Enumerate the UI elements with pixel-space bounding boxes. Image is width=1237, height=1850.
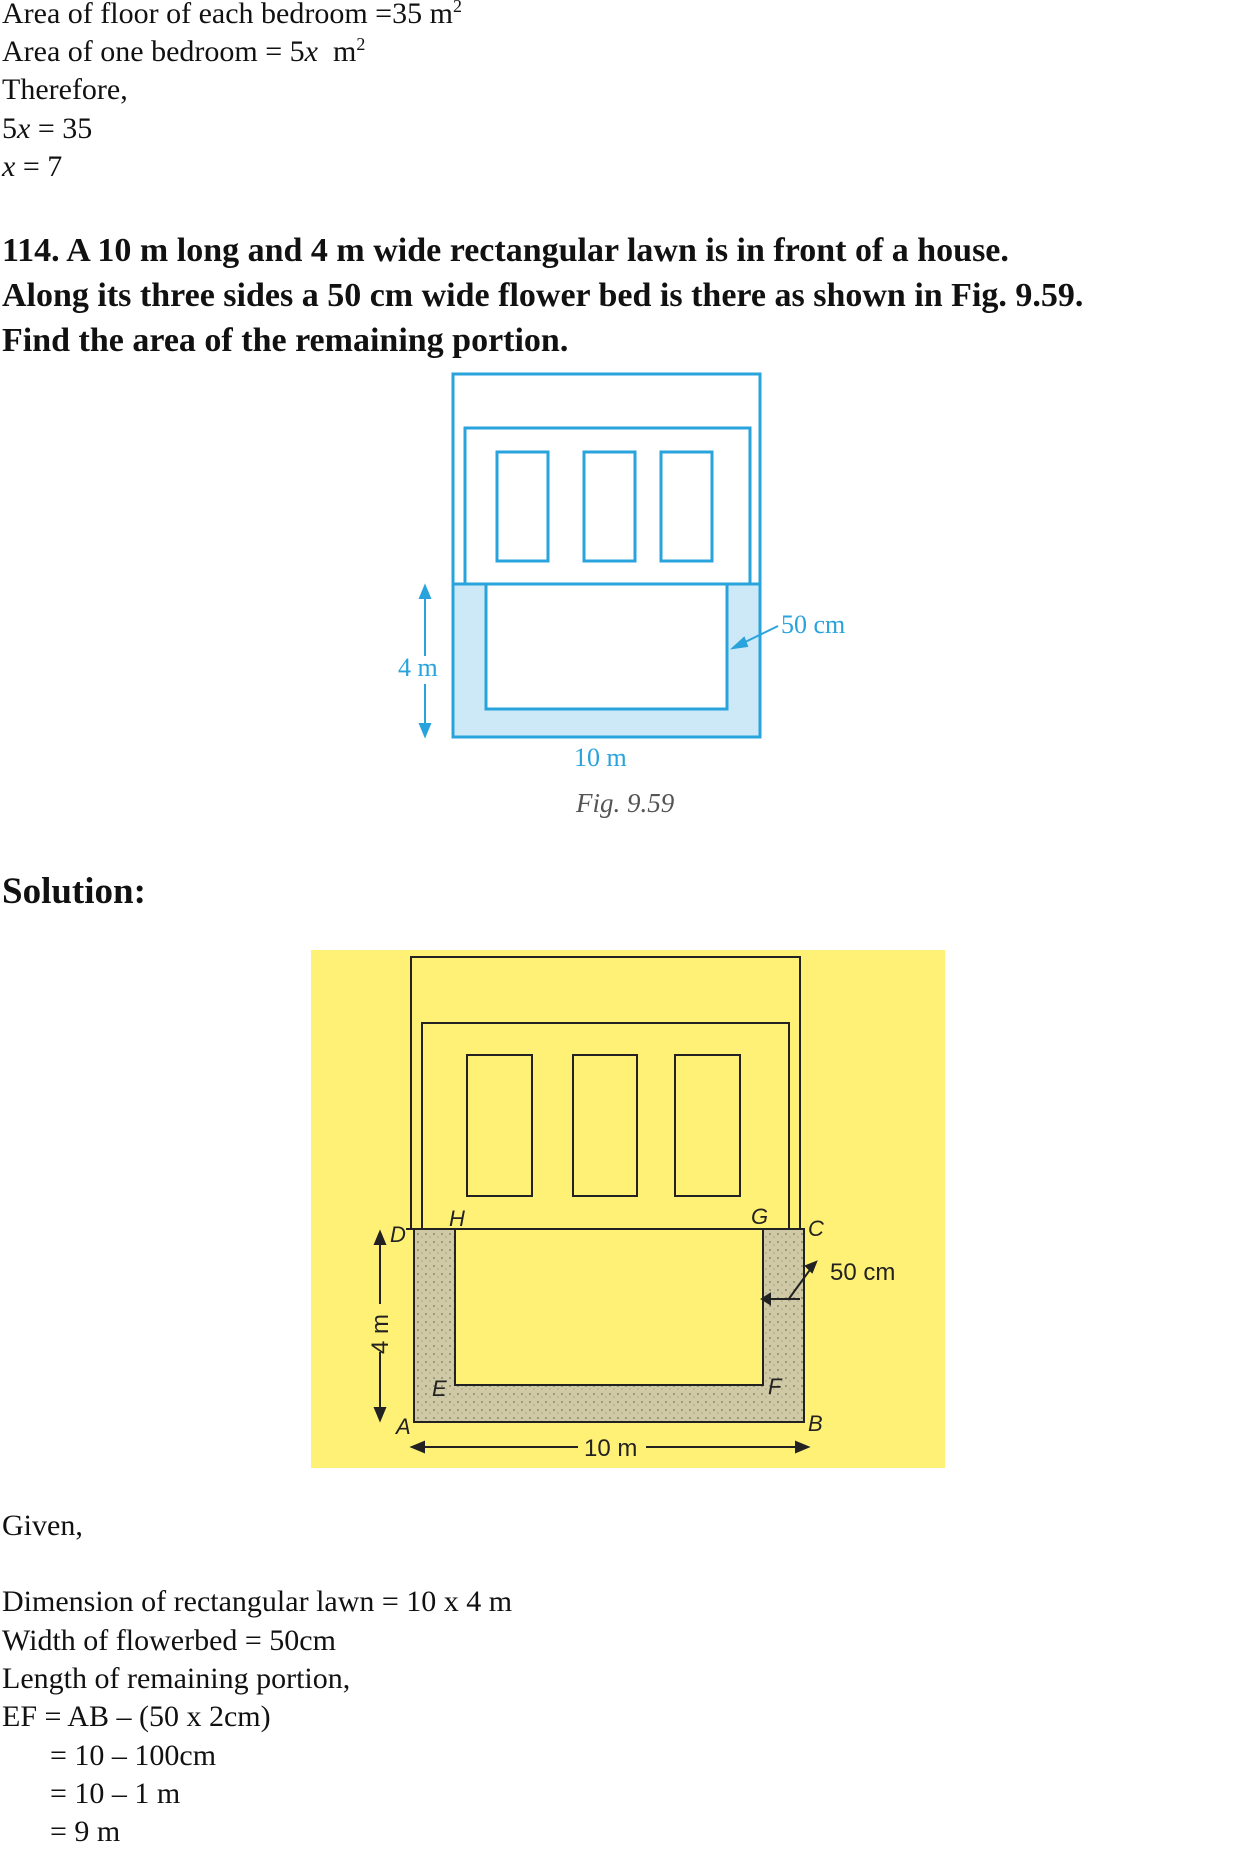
fig2-point-D: D (390, 1222, 406, 1247)
prev-line-2-text: Area of one bedroom = 5 (2, 35, 305, 68)
prev-line-3: Therefore, (2, 73, 128, 106)
given-line-1: Dimension of rectangular lawn = 10 x 4 m (2, 1585, 513, 1618)
given-line-6: = 10 – 1 m (50, 1777, 181, 1810)
fig1-window-1 (497, 452, 548, 561)
fig1-house (453, 374, 760, 584)
fig1-house-outer (453, 374, 760, 584)
fig1-bed-label: 50 cm (781, 610, 846, 639)
solution-heading: Solution: (2, 871, 146, 912)
prev-line-4 (2, 111, 92, 147)
fig1-window-2 (584, 452, 635, 561)
prev-line-4-num: 5 (2, 112, 17, 145)
prev-line-1 (2, 0, 462, 32)
given-line-7: = 9 m (50, 1815, 121, 1848)
fig2-width-label: 10 m (584, 1435, 638, 1462)
prev-line-1-sup: 2 (452, 0, 462, 16)
figure-9-59 (395, 370, 875, 830)
fig1-lawn-remaining (486, 584, 727, 709)
solution-figure (311, 950, 945, 1468)
fig1-caption: Fig. 9.59 (576, 788, 675, 818)
prev-line-1-text: Area of floor of each bedroom =35 m (2, 0, 453, 30)
given-heading: Given, (2, 1509, 83, 1542)
given-line-3: Length of remaining portion, (2, 1662, 351, 1695)
given-line-4: EF = AB – (50 x 2cm) (2, 1700, 271, 1733)
fig2-point-B: B (808, 1411, 823, 1436)
given-line-2: Width of flowerbed = 50cm (2, 1624, 336, 1657)
prev-line-5-rest: = 7 (15, 150, 63, 183)
fig2-point-F: F (768, 1374, 782, 1399)
fig1-height-label: 4 m (398, 653, 438, 682)
fig2-point-A: A (396, 1414, 411, 1439)
fig2-point-C: C (808, 1216, 824, 1241)
fig2-point-H: H (449, 1206, 465, 1231)
fig1-width-label: 10 m (574, 743, 627, 772)
question-line-1: 114. A 10 m long and 4 m wide rectangular lawn is in front of a house. (2, 232, 1009, 269)
fig1-window-3 (661, 452, 712, 561)
prev-line-2-unit: m (317, 35, 357, 68)
prev-line-2-var: x (304, 35, 318, 68)
given-line-5: = 10 – 100cm (50, 1739, 217, 1772)
prev-line-5-var: x (2, 150, 16, 183)
prev-line-4-rest: = 35 (30, 112, 93, 145)
question-line-3: Find the area of the remaining portion. (2, 322, 569, 359)
fig2-lawn-remaining (455, 1229, 763, 1385)
prev-line-2 (2, 34, 365, 70)
fig2-height-label: 4 m (367, 1313, 394, 1354)
question-line-2: Along its three sides a 50 cm wide flower bed is there as shown in Fig. 9.59. (2, 277, 1084, 314)
prev-line-5 (2, 149, 62, 185)
prev-line-4-var: x (17, 112, 31, 145)
fig2-point-G: G (751, 1204, 769, 1229)
prev-line-2-sup: 2 (356, 34, 366, 54)
fig2-bed-label: 50 cm (830, 1259, 896, 1286)
fig2-point-E: E (432, 1376, 447, 1401)
